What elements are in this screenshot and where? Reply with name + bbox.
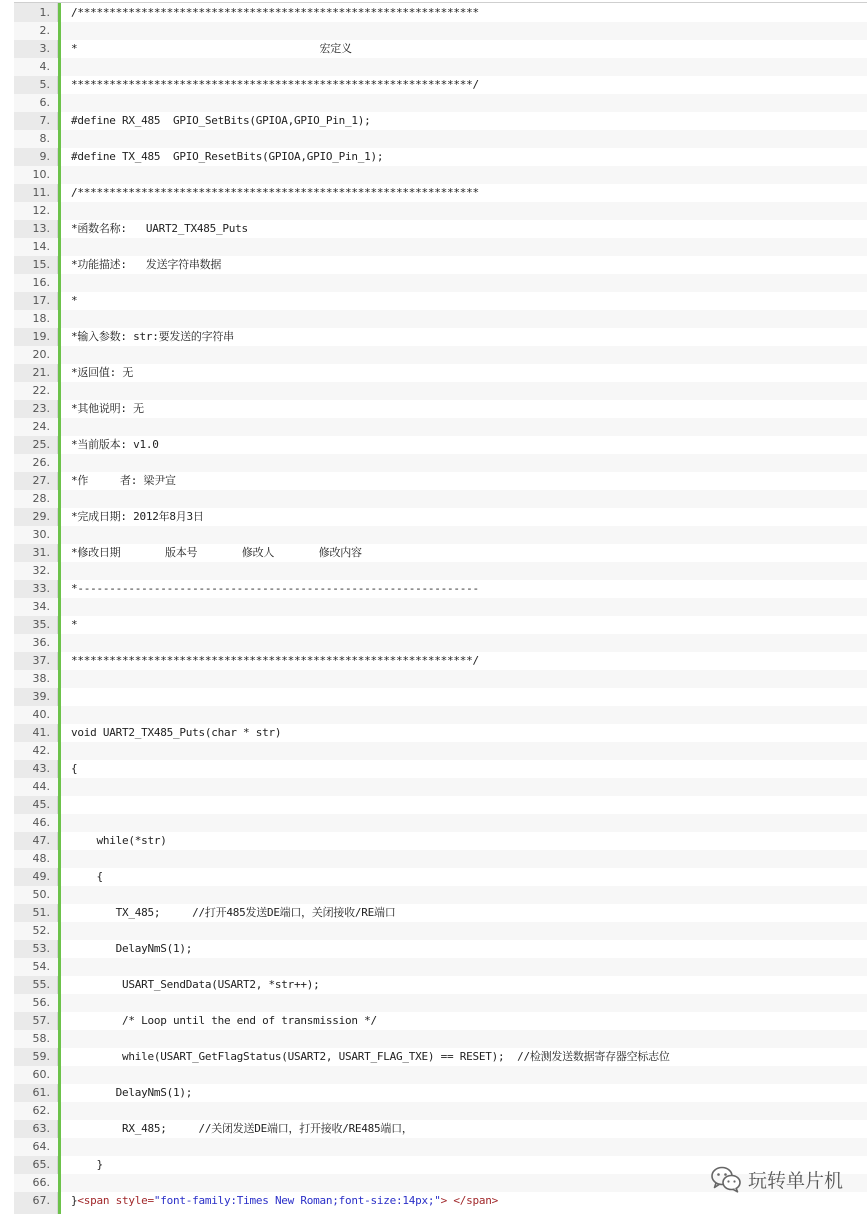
code-line [14,58,867,76]
code-line [14,94,867,112]
line-number: 22. [32,384,50,397]
code-line [14,976,867,994]
line-number: 39. [32,690,50,703]
code-line [14,256,867,274]
line-code: *函数名称: UART2_TX485_Puts [71,222,248,235]
code-line [14,562,867,580]
line-number: 49. [32,870,50,883]
line-code: * [71,618,78,631]
line-number: 57. [32,1014,50,1027]
line-code: USART_SendData(USART2, *str++); [71,978,320,991]
code-line [14,670,867,688]
code-line [14,724,867,742]
line-code: void UART2_TX485_Puts(char * str) [71,726,282,739]
line-code: *作 者: 梁尹宣 [71,474,176,487]
code-line [14,634,867,652]
line-number: 52. [32,924,50,937]
code-line [14,1066,867,1084]
line-code: while(USART_GetFlagStatus(USART2, USART_FLAG_TXE) == RESET); //检测发送数据寄存器空标志位 [71,1050,670,1063]
code-line [14,1192,867,1210]
code-line [14,1138,867,1156]
line-code: * [71,294,78,307]
line-code: /* Loop until the end of transmission */ [71,1014,377,1027]
code-line [14,814,867,832]
line-number: 50. [32,888,50,901]
line-number: 65. [32,1158,50,1171]
line-number: 47. [32,834,50,847]
code-line [14,940,867,958]
code-line [14,40,867,58]
line-number: 27. [32,474,50,487]
line-number: 35. [32,618,50,631]
line-code: } [71,1158,103,1171]
code-line [14,184,867,202]
code-line [14,310,867,328]
line-number: 7. [39,114,50,127]
line-number: 28. [32,492,50,505]
code-line [14,382,867,400]
line-number: 43. [32,762,50,775]
code-line [14,4,867,22]
line-code: *完成日期: 2012年8月3日 [71,510,204,523]
line-number: 15. [32,258,50,271]
line-number: 2. [39,24,50,37]
code-line [14,490,867,508]
line-code: *--------------------------------------------------------------- [71,582,479,595]
code-line [14,598,867,616]
code-line [14,706,867,724]
line-number: 41. [32,726,50,739]
line-number: 32. [32,564,50,577]
wechat-icon [710,1165,742,1193]
code-line [14,994,867,1012]
code-line [14,850,867,868]
code-line [14,742,867,760]
line-number: 24. [32,420,50,433]
line-number: 20. [32,348,50,361]
code-line [14,400,867,418]
line-code: *当前版本: v1.0 [71,438,159,451]
line-number: 54. [32,960,50,973]
code-line [14,1012,867,1030]
line-number: 30. [32,528,50,541]
line-number: 1. [39,6,50,19]
line-number: 36. [32,636,50,649]
code-line [14,778,867,796]
line-number: 10. [32,168,50,181]
code-line [14,796,867,814]
code-line [14,130,867,148]
watermark [710,1165,843,1193]
line-number: 25. [32,438,50,451]
code-line [14,1048,867,1066]
line-code: #define RX_485 GPIO_SetBits(GPIOA,GPIO_Pin_1); [71,114,371,127]
line-number: 61. [32,1086,50,1099]
code-line [14,832,867,850]
line-number: 29. [32,510,50,523]
line-code: #define TX_485 GPIO_ResetBits(GPIOA,GPIO_Pin_1); [71,150,384,163]
html-attr-value: "font-family:Times New Roman;font-size:14px;" [153,1194,441,1207]
line-number: 9. [39,150,50,163]
line-number: 55. [32,978,50,991]
line-number: 48. [32,852,50,865]
code-view [14,2,867,1214]
code-line [14,76,867,94]
line-number: 11. [32,186,50,199]
code-accent-bar [58,3,61,1214]
code-line [14,148,867,166]
html-tag-open: <span [77,1194,110,1207]
code-line [14,274,867,292]
line-number: 60. [32,1068,50,1081]
line-number: 21. [32,366,50,379]
line-code: *其他说明: 无 [71,402,144,415]
watermark-text: 玩转单片机 [747,1169,843,1192]
line-number: 45. [32,798,50,811]
line-number: 51. [32,906,50,919]
line-number: 14. [32,240,50,253]
line-number: 46. [32,816,50,829]
line-code: RX_485; //关闭发送DE端口，打开接收/RE485端口， [71,1122,413,1135]
code-line [14,1030,867,1048]
code-line [14,616,867,634]
closing-brace: } [71,1194,78,1207]
line-code: { [71,870,103,883]
code-line [14,760,867,778]
code-line [14,1120,867,1138]
code-line [14,526,867,544]
line-number: 66. [32,1176,50,1189]
line-code: DelayNmS(1); [71,1086,193,1099]
code-line [14,580,867,598]
line-number: 13. [32,222,50,235]
line-code: DelayNmS(1); [71,942,193,955]
code-line [14,112,867,130]
line-number: 40. [32,708,50,721]
code-line [14,436,867,454]
code-line [14,220,867,238]
code-line [14,454,867,472]
line-number: 67. [32,1194,50,1207]
code-line [14,472,867,490]
line-number: 12. [32,204,50,217]
line-code: ***************************************************************/ [71,78,479,91]
code-line [14,166,867,184]
code-line [14,868,867,886]
code-line [14,652,867,670]
line-number: 8. [39,132,50,145]
code-line [14,364,867,382]
line-number: 53. [32,942,50,955]
code-line [14,202,867,220]
line-number: 58. [32,1032,50,1045]
line-code: /*************************************************************** [71,186,479,199]
line-number: 18. [32,312,50,325]
code-line [14,508,867,526]
line-code [71,1192,498,1210]
line-number: 42. [32,744,50,757]
code-line [14,418,867,436]
line-number: 5. [39,78,50,91]
line-number: 63. [32,1122,50,1135]
line-number: 16. [32,276,50,289]
line-number: 34. [32,600,50,613]
code-line [14,292,867,310]
line-code: ***************************************************************/ [71,654,479,667]
line-number: 56. [32,996,50,1009]
code-line [14,1084,867,1102]
code-line [14,904,867,922]
html-end-tag: </span> [447,1194,498,1207]
line-number: 4. [39,60,50,73]
line-code: *返回值: 无 [71,366,134,379]
line-code: *功能描述: 发送字符串数据 [71,258,222,271]
line-number: 33. [32,582,50,595]
line-code: *输入参数: str:要发送的字符串 [71,330,234,343]
code-line [14,886,867,904]
line-number: 62. [32,1104,50,1117]
code-line [14,328,867,346]
line-number: 31. [32,546,50,559]
code-line [14,544,867,562]
code-line [14,22,867,40]
line-code: *修改日期 版本号 修改人 修改内容 [71,546,362,559]
code-line [14,1102,867,1120]
line-code: { [71,762,78,775]
line-number: 37. [32,654,50,667]
line-number: 6. [39,96,50,109]
line-number: 17. [32,294,50,307]
code-line [14,922,867,940]
line-number: 38. [32,672,50,685]
code-line [14,238,867,256]
line-code: while(*str) [71,834,167,847]
code-line [14,346,867,364]
line-number: 26. [32,456,50,469]
line-code: /*************************************************************** [71,6,479,19]
line-number: 44. [32,780,50,793]
code-line [14,958,867,976]
line-number: 19. [32,330,50,343]
line-number: 59. [32,1050,50,1063]
html-attr: style= [109,1194,154,1207]
line-code: * 宏定义 [71,42,352,55]
line-number: 23. [32,402,50,415]
line-number: 3. [39,42,50,55]
line-code: TX_485; //打开485发送DE端口，关闭接收/RE端口 [71,906,396,919]
line-number: 64. [32,1140,50,1153]
code-line [14,688,867,706]
html-tag-close: > [440,1194,447,1207]
